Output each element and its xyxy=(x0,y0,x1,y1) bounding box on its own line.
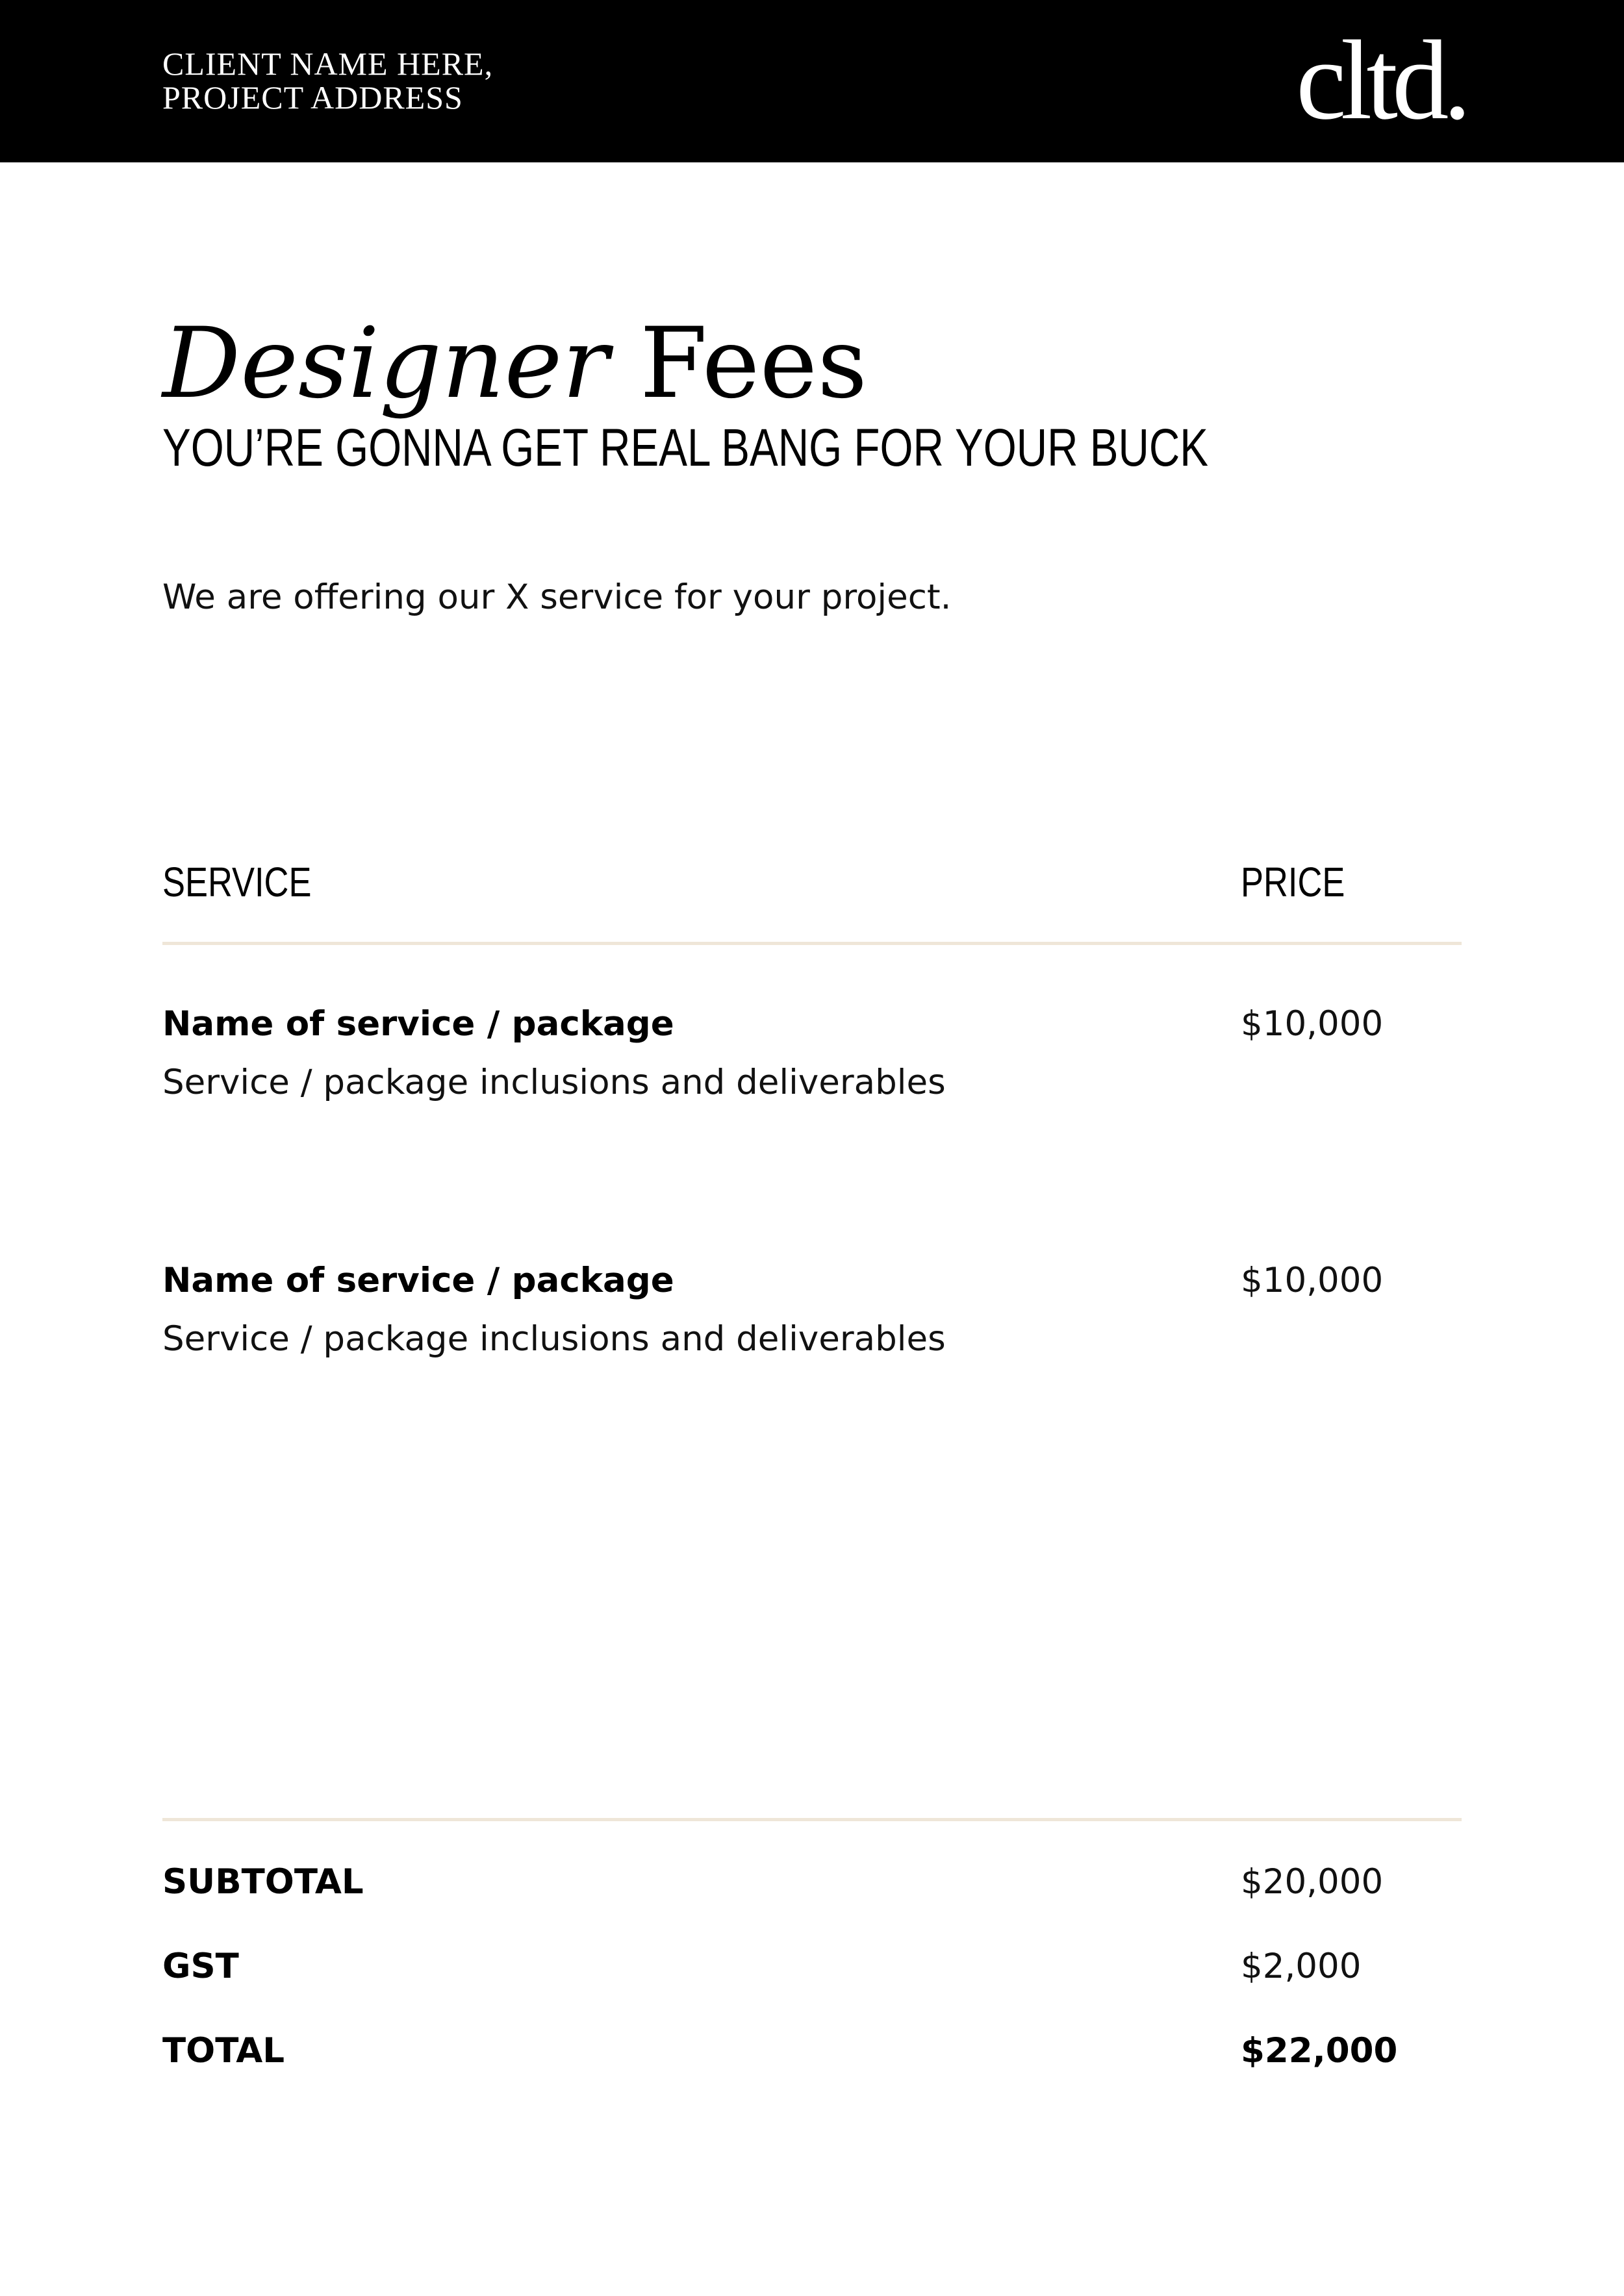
total-value: $22,000 xyxy=(1241,2031,1398,2071)
subtotal-label: SUBTOTAL xyxy=(162,1862,364,1902)
table-bottom-divider xyxy=(162,1818,1462,1821)
client-name: CLIENT NAME HERE, xyxy=(162,45,494,82)
gst-label: GST xyxy=(162,1947,239,1986)
service-price: $10,000 xyxy=(1241,1261,1384,1300)
page-title-regular: Fees xyxy=(639,307,868,420)
service-description: Service / package inclusions and deliverables xyxy=(162,1063,946,1102)
gst-value: $2,000 xyxy=(1241,1947,1362,1986)
service-name: Name of service / package xyxy=(162,1261,674,1300)
page-title-italic: Designer xyxy=(162,307,609,420)
page-subtitle: YOU’RE GONNA GET REAL BANG FOR YOUR BUCK xyxy=(162,418,1208,477)
client-info xyxy=(162,47,493,114)
table-top-divider xyxy=(162,942,1462,945)
brand-logo: cltd. xyxy=(1296,17,1466,143)
column-header-price: PRICE xyxy=(1241,859,1345,905)
header-bar xyxy=(0,0,1624,162)
column-header-service: SERVICE xyxy=(162,859,312,905)
service-description: Service / package inclusions and deliverables xyxy=(162,1319,946,1359)
service-price: $10,000 xyxy=(1241,1004,1384,1044)
page-title xyxy=(162,305,867,422)
intro-text: We are offering our X service for your project. xyxy=(162,577,952,617)
service-name: Name of service / package xyxy=(162,1004,674,1044)
total-label: TOTAL xyxy=(162,2031,285,2071)
project-address: PROJECT ADDRESS xyxy=(162,79,463,116)
subtotal-value: $20,000 xyxy=(1241,1862,1384,1902)
